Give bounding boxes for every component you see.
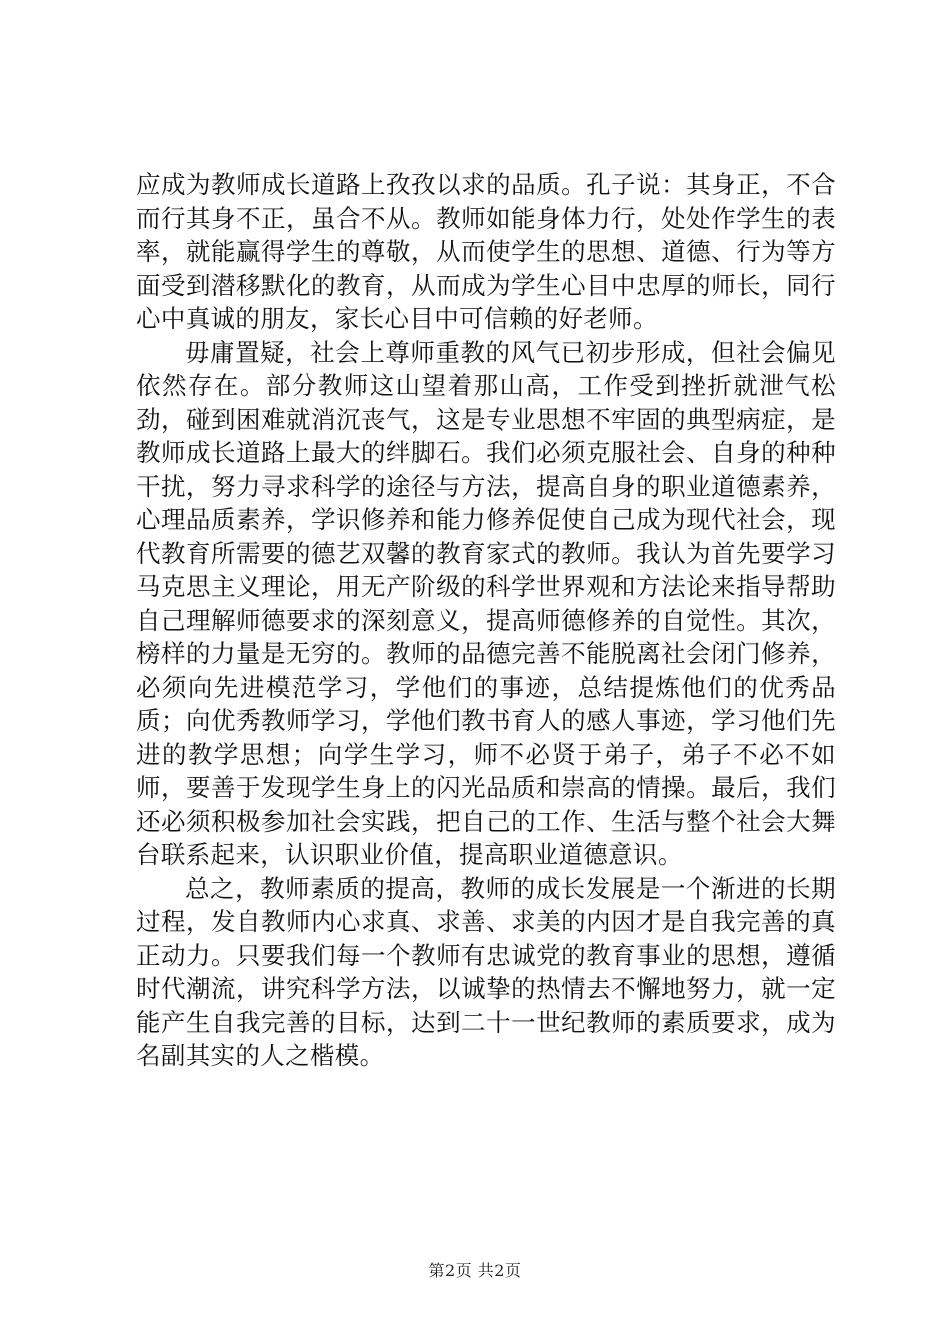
paragraph-continuation: 应成为教师成长道路上孜孜以求的品质。孔子说：其身正，不合而行其身不正，虽合不从。教师如能身体力行，处处作学生的表率，就能赢得学生的尊敬，从而使学生的思想、道德、行为等方面受到潜移默化的教育，从而成为学生心目中忠厚的师长，同行心中真诚的朋友，家长心目中可信赖的好老师。 [136, 170, 836, 333]
paragraph-conclusion: 总之，教师素质的提高，教师的成长发展是一个渐进的长期过程，发自教师内心求真、求善、求美的内因才是自我完善的真正动力。只要我们每一个教师有忠诚党的教育事业的思想，遵循时代潮流，讲究科学方法，以诚挚的热情去不懈地努力，就一定能产生自我完善的目标，达到二十一世纪教师的素质要求，成为名副其实的人之楷模。 [136, 873, 836, 1070]
paragraph-social-prejudice: 毋庸置疑，社会上尊师重教的风气已初步形成，但社会偏见依然存在。部分教师这山望着那山高，工作受到挫折就泄气松劲，碰到困难就消沉丧气，这是专业思想不牢固的典型病症，是教师成长道路上最大的绊脚石。我们必须克服社会、自身的种种干扰，努力寻求科学的途径与方法，提高自身的职业道德素养，心理品质素养，学识修养和能力修养促使自己成为现代社会，现代教育所需要的德艺双馨的教育家式的教师。我认为首先要学习马克思主义理论，用无产阶级的科学世界观和方法论来指导帮助自己理解师德要求的深刻意义，提高师德修养的自觉性。其次，榜样的力量是无穷的。教师的品德完善不能脱离社会闭门修养，必须向先进模范学习，学他们的事迹，总结提炼他们的优秀品质；向优秀教师学习，学他们教书育人的感人事迹，学习他们先进的教学思想；向学生学习，师不必贤于弟子，弟子不必不如师，要善于发现学生身上的闪光品质和崇高的情操。最后，我们还必须积极参加社会实践，把自己的工作、生活与整个社会大舞台联系起来，认识职业价值，提高职业道德意识。 [136, 337, 836, 869]
document-body [136, 168, 836, 1073]
page-number-footer: 第2页 共2页 [428, 1261, 522, 1280]
